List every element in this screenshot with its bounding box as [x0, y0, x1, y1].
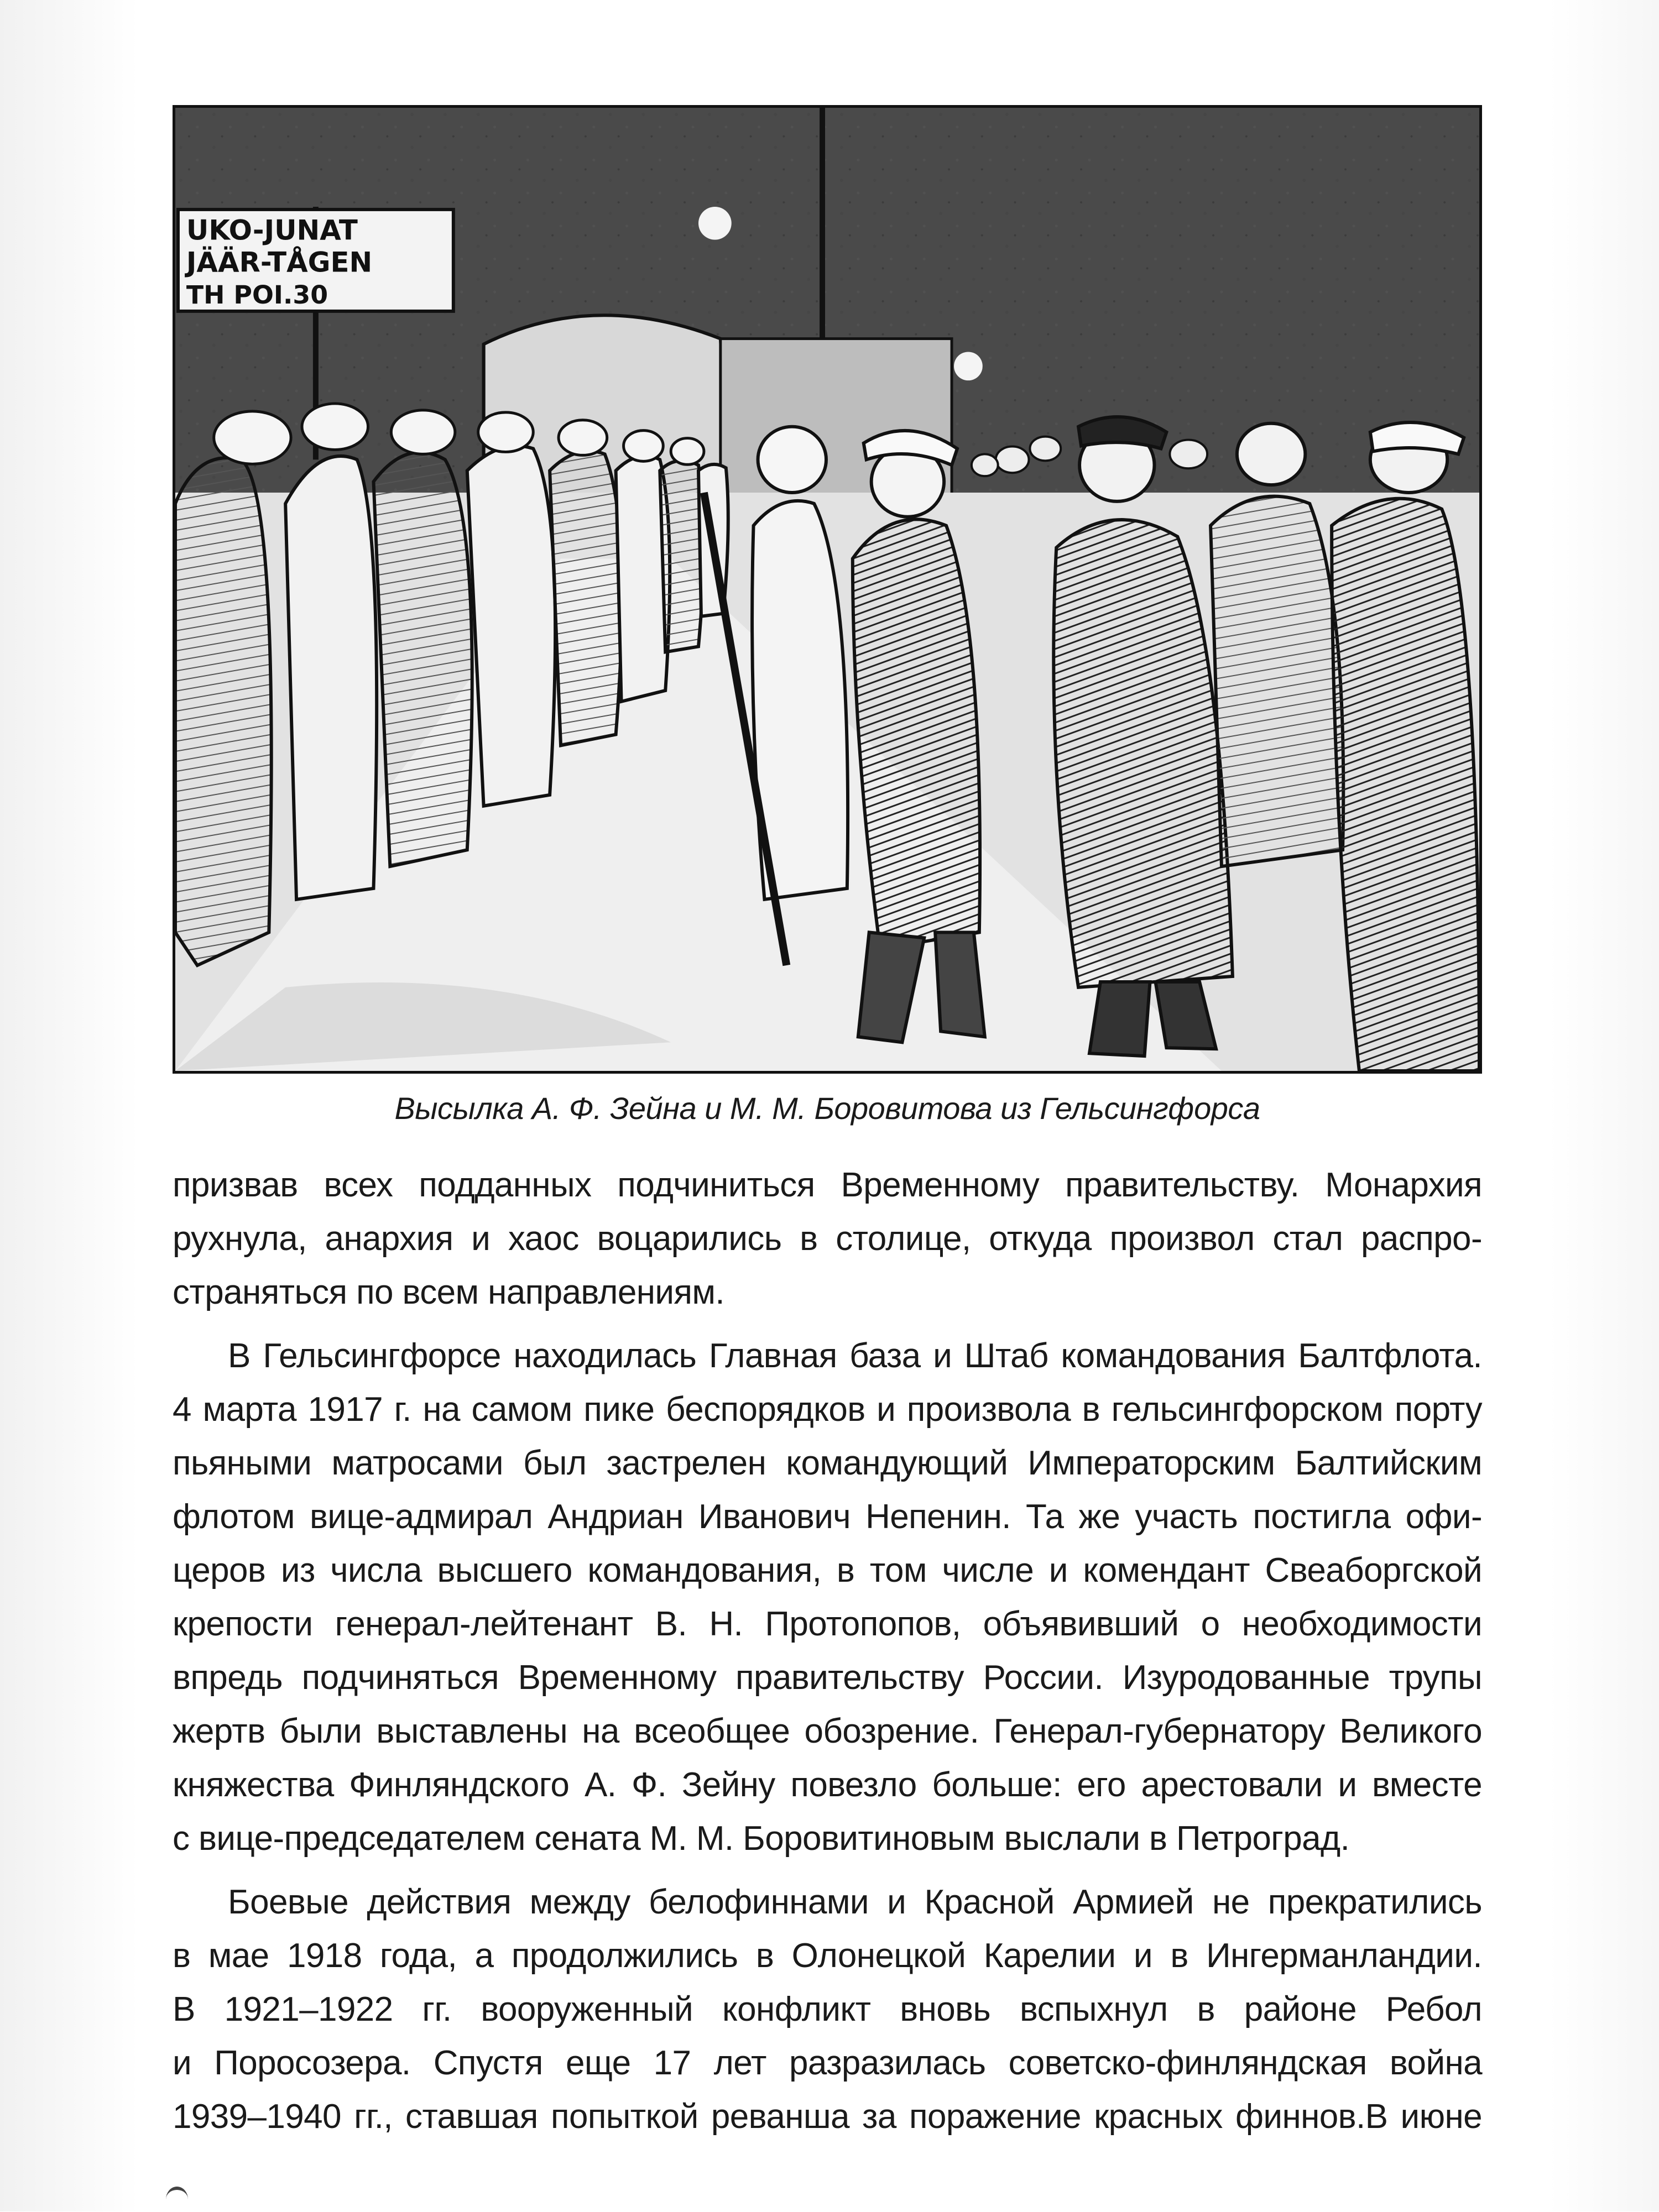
page-number-fragment [166, 2187, 188, 2212]
text-line: крепости генерал-лейтенант В. Н. Протопопов, объявивший о необходимости [173, 1605, 1482, 1643]
text-line: рухнула, анархия и хаос воцарились в столице, откуда произвол стал распро- [173, 1220, 1482, 1258]
text-line: 1939–1940 гг., ставшая попыткой реванша за поражение красных финнов.В июне [173, 2098, 1482, 2136]
sign-line: UKO-JUNAT [186, 214, 358, 247]
sign-line: TH POI.30 [186, 280, 328, 310]
text-line: жертв были выставлены на всеобщее обозрение. Генерал-губернатору Великого [173, 1712, 1482, 1750]
text-line: и Поросозера. Спустя еще 17 лет разразилась советско-финляндская война [173, 2044, 1482, 2082]
text-line: впредь подчиняться Временному правительству России. Изуродованные трупы [173, 1659, 1482, 1697]
text-line: княжества Финляндского А. Ф. Зейну повезло больше: его арестовали и вместе [173, 1766, 1482, 1804]
text-line: Боевые действия между белофиннами и Красной Армией не прекратились [228, 1883, 1482, 1921]
text-line: флотом вице-адмирал Андриан Иванович Непенин. Та же участь постигла офи- [173, 1498, 1482, 1536]
sign-line: JÄÄR-TÅGEN [186, 246, 373, 279]
paragraph [173, 1875, 1482, 2143]
illustration-drawing [173, 105, 1482, 1074]
paragraph [173, 1158, 1482, 1319]
text-line: в мае 1918 года, а продолжились в Олонецкой Карелии и в Ингерманландии. [173, 1937, 1482, 1975]
text-line: страняться по всем направлениям. [173, 1273, 725, 1311]
body-text [173, 1158, 1482, 2143]
text-line: церов из числа высшего командования, в том числе и комендант Свеаборгской [173, 1551, 1482, 1589]
figure-caption: Высылка А. Ф. Зейна и М. М. Боровитова из Гельсингфорса [394, 1091, 1260, 1126]
text-line: с вице-председателем сената М. М. Боровитиновым выслали в Петроград. [173, 1819, 1350, 1858]
text-line: В Гельсингфорсе находилась Главная база и Штаб командования Балтфлота. [228, 1337, 1482, 1375]
paragraph [173, 1329, 1482, 1865]
text-line: 4 марта 1917 г. на самом пике беспорядков и произвола в гельсингфорском порту [173, 1390, 1482, 1429]
text-line: призвав всех подданных подчиниться Временному правительству. Монархия [173, 1166, 1482, 1204]
text-line: В 1921–1922 гг. вооруженный конфликт вновь вспыхнул в районе Ребол [173, 1990, 1482, 2028]
street-lamp [698, 207, 732, 240]
street-lamp [954, 352, 983, 380]
text-line: пьяными матросами был застрелен командующий Императорским Балтийским [173, 1444, 1482, 1482]
deportation-scene-drawing [175, 108, 1479, 1071]
